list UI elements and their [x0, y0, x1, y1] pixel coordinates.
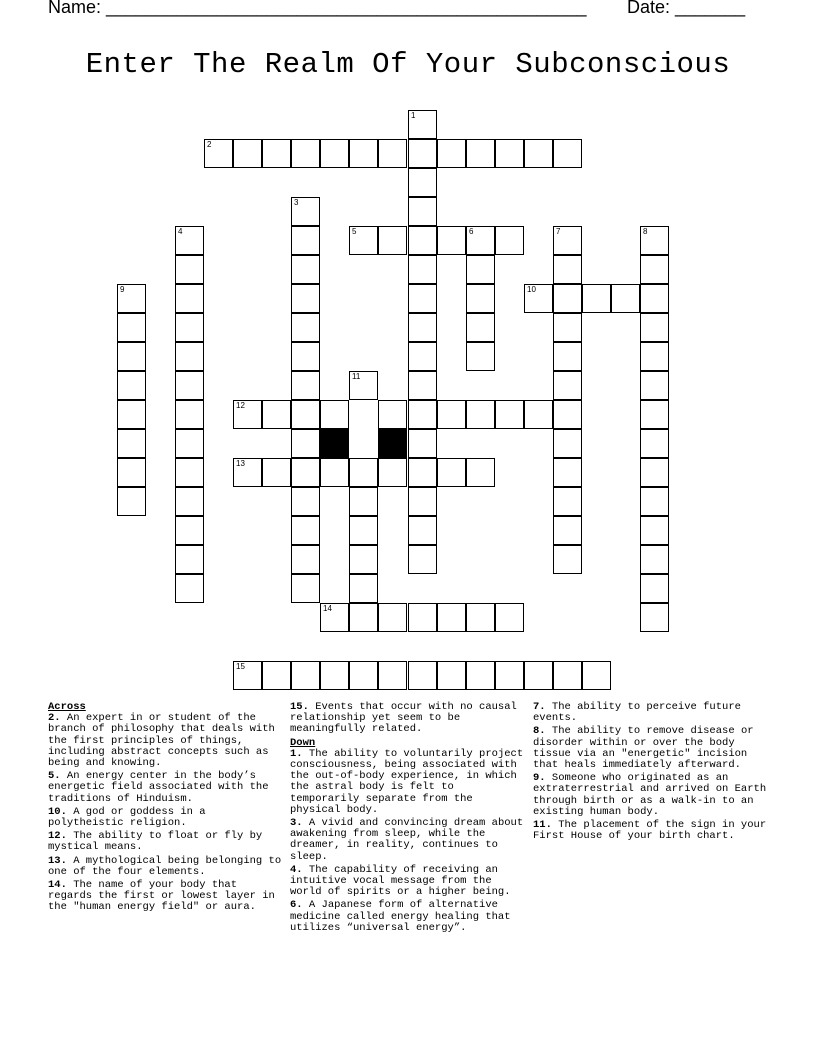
- grid-cell[interactable]: [291, 400, 320, 429]
- grid-cell[interactable]: [553, 429, 582, 458]
- grid-cell[interactable]: [640, 284, 669, 313]
- grid-cell[interactable]: [553, 313, 582, 342]
- grid-cell[interactable]: [466, 603, 495, 632]
- grid-cell[interactable]: [349, 226, 378, 255]
- clue-number: 10.: [48, 805, 67, 818]
- grid-cell[interactable]: [291, 284, 320, 313]
- clue-text: The ability to perceive future events.: [533, 701, 741, 725]
- grid-cell[interactable]: [291, 458, 320, 487]
- clues-column-3: [533, 702, 769, 844]
- grid-cell[interactable]: [408, 197, 437, 226]
- clue-number: 15.: [290, 701, 309, 713]
- grid-cell[interactable]: [175, 226, 204, 255]
- clue-number: 6.: [290, 899, 303, 912]
- grid-cell[interactable]: [553, 139, 582, 168]
- grid-cell[interactable]: [117, 458, 146, 487]
- grid-cell[interactable]: [408, 516, 437, 545]
- grid-cell[interactable]: [117, 400, 146, 429]
- clue-number: 12.: [48, 830, 67, 843]
- grid-cell[interactable]: [349, 603, 378, 632]
- cell-number: 13: [236, 459, 245, 468]
- grid-cell[interactable]: [437, 226, 466, 255]
- down-heading: Down: [290, 736, 316, 749]
- across-heading: Across: [48, 701, 86, 713]
- cell-number: 8: [643, 227, 648, 236]
- grid-cell[interactable]: [117, 429, 146, 458]
- grid-cell[interactable]: [408, 400, 437, 429]
- grid-cell[interactable]: [117, 371, 146, 400]
- cell-number: 1: [411, 111, 416, 120]
- grid-cell[interactable]: [640, 603, 669, 632]
- grid-cell[interactable]: [175, 516, 204, 545]
- grid-cell[interactable]: [466, 255, 495, 284]
- grid-cell[interactable]: [349, 487, 378, 516]
- clue-text: The ability to voluntarily project consciousness, being associated with the out-of-body experience, in which the astral body is felt to temporarily separate from the physical body.: [290, 747, 524, 816]
- clue-number: 8.: [533, 725, 546, 738]
- grid-cell[interactable]: [524, 661, 553, 690]
- grid-cell[interactable]: [408, 255, 437, 284]
- grid-cell[interactable]: [175, 458, 204, 487]
- grid-cell[interactable]: [553, 458, 582, 487]
- grid-cell[interactable]: [378, 661, 407, 690]
- clue-text: An energy center in the body’s energetic field associated with the traditions of Hinduism.: [48, 770, 269, 805]
- clue-text: A god or goddess in a polytheistic religion.: [48, 805, 206, 830]
- grid-cell[interactable]: [408, 487, 437, 516]
- grid-cell[interactable]: [175, 487, 204, 516]
- grid-cell[interactable]: [437, 603, 466, 632]
- clue-text: The capability of receiving an intuitive vocal message from the world of spirits or a higher being.: [290, 863, 511, 899]
- grid-cell[interactable]: [524, 400, 553, 429]
- clue-text: The ability to float or fly by mystical means.: [48, 830, 263, 854]
- grid-cell[interactable]: [408, 139, 437, 168]
- grid-cell[interactable]: [117, 313, 146, 342]
- grid-cell[interactable]: [378, 603, 407, 632]
- clue-across-13: [48, 856, 284, 878]
- grid-cell[interactable]: [233, 661, 262, 690]
- grid-cell[interactable]: [378, 226, 407, 255]
- grid-cell[interactable]: [408, 371, 437, 400]
- grid-cell[interactable]: [611, 284, 640, 313]
- grid-cell[interactable]: [640, 458, 669, 487]
- grid-cell[interactable]: [466, 313, 495, 342]
- grid-cell[interactable]: [640, 574, 669, 603]
- grid-cell[interactable]: [117, 342, 146, 371]
- clue-down-7: [533, 702, 769, 724]
- clue-down-11: [533, 820, 769, 842]
- grid-cell[interactable]: [408, 168, 437, 197]
- grid-cell[interactable]: [640, 255, 669, 284]
- grid-cell[interactable]: [495, 139, 524, 168]
- grid-cell[interactable]: [291, 342, 320, 371]
- grid-cell[interactable]: [291, 255, 320, 284]
- cell-number: 11: [352, 372, 361, 381]
- clue-across-10: [48, 807, 284, 829]
- grid-cell[interactable]: [349, 458, 378, 487]
- grid-cell[interactable]: [437, 661, 466, 690]
- grid-cell[interactable]: [495, 400, 524, 429]
- grid-cell[interactable]: [349, 139, 378, 168]
- clue-text: A vivid and convincing dream about awakening from sleep, while the dreamer, in reality, continues to sleep.: [290, 817, 524, 863]
- grid-cell[interactable]: [175, 574, 204, 603]
- grid-cell[interactable]: [495, 661, 524, 690]
- grid-cell[interactable]: [640, 487, 669, 516]
- grid-cell[interactable]: [378, 458, 407, 487]
- grid-cell[interactable]: [291, 197, 320, 226]
- clue-text: The placement of the sign in your First House of your birth chart.: [533, 819, 767, 843]
- grid-cell[interactable]: [553, 284, 582, 313]
- grid-cell[interactable]: [524, 139, 553, 168]
- clue-across-15: [290, 702, 526, 736]
- clue-text: An expert in or student of the branch of philosophy that deals with the first principles of things, including abstract concepts such as being and knowing.: [48, 712, 275, 770]
- grid-cell[interactable]: [320, 458, 349, 487]
- grid-cell[interactable]: [553, 487, 582, 516]
- grid-cell[interactable]: [466, 661, 495, 690]
- grid-cell[interactable]: [408, 284, 437, 313]
- grid-cell[interactable]: [175, 545, 204, 574]
- grid-cell[interactable]: [408, 545, 437, 574]
- clue-across-12: [48, 831, 284, 853]
- clues-column-2: [290, 702, 526, 936]
- grid-cell[interactable]: [117, 284, 146, 313]
- grid-cell[interactable]: [553, 226, 582, 255]
- grid-cell[interactable]: [495, 603, 524, 632]
- clue-number: 3.: [290, 817, 303, 830]
- grid-cell[interactable]: [349, 371, 378, 400]
- grid-cell[interactable]: [553, 545, 582, 574]
- cell-number: 15: [236, 662, 245, 671]
- clue-number: 13.: [48, 854, 67, 867]
- grid-cell[interactable]: [466, 342, 495, 371]
- cell-number: 12: [236, 401, 245, 410]
- grid-cell[interactable]: [378, 139, 407, 168]
- clue-text: Events that occur with no causal relationship yet seem to be meaningfully related.: [290, 701, 517, 736]
- grid-cell[interactable]: [175, 313, 204, 342]
- clue-down-8: [533, 726, 769, 771]
- grid-cell[interactable]: [291, 371, 320, 400]
- grid-cell[interactable]: [553, 255, 582, 284]
- grid-cell[interactable]: [466, 139, 495, 168]
- clue-down-6: [290, 900, 526, 934]
- grid-cell[interactable]: [291, 487, 320, 516]
- clue-text: Someone who originated as an extraterrestrial and arrived on Earth through birth or as a walk-in to an existing human body.: [533, 772, 767, 818]
- grid-cell[interactable]: [640, 371, 669, 400]
- cell-number: 7: [556, 227, 561, 236]
- clue-down-1: [290, 749, 526, 816]
- cell-number: 10: [527, 285, 536, 294]
- page-title: Enter The Realm Of Your Subconscious: [85, 48, 731, 81]
- cell-number: 5: [352, 227, 357, 236]
- grid-cell[interactable]: [291, 661, 320, 690]
- grid-cell[interactable]: [349, 516, 378, 545]
- grid-cell[interactable]: [291, 313, 320, 342]
- grid-cell[interactable]: [291, 574, 320, 603]
- grid-cell[interactable]: [524, 284, 553, 313]
- clue-number: 7.: [533, 701, 546, 713]
- grid-cell[interactable]: [262, 661, 291, 690]
- grid-cell[interactable]: [233, 458, 262, 487]
- grid-cell[interactable]: [262, 458, 291, 487]
- grid-cell[interactable]: [640, 313, 669, 342]
- grid-cell[interactable]: [640, 516, 669, 545]
- clue-text: A Japanese form of alternative medicine called energy healing that utilizes “universal energy”.: [290, 899, 511, 934]
- grid-cell[interactable]: [640, 342, 669, 371]
- clue-across-5: [48, 771, 284, 805]
- clue-across-2: [48, 713, 284, 769]
- grid-cell[interactable]: [117, 487, 146, 516]
- grid-cell[interactable]: [640, 226, 669, 255]
- grid-cell[interactable]: [320, 400, 349, 429]
- grid-cell[interactable]: [233, 400, 262, 429]
- grid-cell[interactable]: [408, 458, 437, 487]
- grid-cell[interactable]: [408, 429, 437, 458]
- cell-number: 2: [207, 140, 212, 149]
- grid-cell[interactable]: [349, 574, 378, 603]
- grid-cell[interactable]: [349, 661, 378, 690]
- grid-cell[interactable]: [466, 284, 495, 313]
- grid-cell[interactable]: [291, 139, 320, 168]
- date-field-label: Date: _______: [627, 0, 746, 17]
- grid-cell[interactable]: [408, 342, 437, 371]
- grid-cell[interactable]: [640, 545, 669, 574]
- grid-cell[interactable]: [437, 458, 466, 487]
- grid-cell[interactable]: [408, 603, 437, 632]
- grid-cell-blocked: [378, 429, 407, 458]
- grid-cell[interactable]: [495, 226, 524, 255]
- grid-cell[interactable]: [291, 516, 320, 545]
- grid-cell-blocked: [320, 429, 349, 458]
- grid-cell[interactable]: [466, 226, 495, 255]
- clue-down-4: [290, 865, 526, 899]
- clue-number: 9.: [533, 772, 546, 785]
- grid-cell[interactable]: [233, 139, 262, 168]
- grid-cell[interactable]: [175, 255, 204, 284]
- grid-cell[interactable]: [175, 371, 204, 400]
- grid-cell[interactable]: [320, 603, 349, 632]
- grid-cell[interactable]: [320, 139, 349, 168]
- clue-number: 14.: [48, 879, 67, 892]
- clue-number: 2.: [48, 712, 61, 725]
- grid-cell[interactable]: [349, 545, 378, 574]
- grid-cell[interactable]: [291, 429, 320, 458]
- grid-cell[interactable]: [175, 284, 204, 313]
- grid-cell[interactable]: [408, 226, 437, 255]
- grid-cell[interactable]: [553, 661, 582, 690]
- grid-cell[interactable]: [408, 110, 437, 139]
- name-field-label: Name: ________________________________________________: [48, 0, 587, 17]
- grid-cell[interactable]: [437, 139, 466, 168]
- clues-column-1: [48, 702, 284, 916]
- clue-number: 11.: [533, 819, 552, 832]
- grid-cell[interactable]: [175, 400, 204, 429]
- grid-cell[interactable]: [553, 516, 582, 545]
- grid-cell[interactable]: [640, 400, 669, 429]
- grid-cell[interactable]: [553, 371, 582, 400]
- grid-cell[interactable]: [378, 400, 407, 429]
- clue-text: A mythological being belonging to one of the four elements.: [48, 854, 282, 878]
- clue-down-9: [533, 773, 769, 818]
- grid-cell[interactable]: [553, 400, 582, 429]
- grid-cell[interactable]: [408, 661, 437, 690]
- cell-number: 9: [120, 285, 125, 294]
- grid-cell[interactable]: [437, 400, 466, 429]
- clue-number: 5.: [48, 770, 61, 783]
- grid-cell[interactable]: [582, 661, 611, 690]
- grid-cell[interactable]: [262, 139, 291, 168]
- grid-cell[interactable]: [466, 458, 495, 487]
- grid-cell[interactable]: [466, 400, 495, 429]
- clue-text: The name of your body that regards the first or lowest layer in the "human energy field" or aura.: [48, 879, 275, 914]
- grid-cell[interactable]: [553, 342, 582, 371]
- grid-cell[interactable]: [320, 661, 349, 690]
- grid-cell[interactable]: [175, 429, 204, 458]
- grid-cell[interactable]: [582, 284, 611, 313]
- clue-across-14: [48, 880, 284, 914]
- clue-number: 4.: [290, 863, 303, 876]
- grid-cell[interactable]: [204, 139, 233, 168]
- clue-text: The ability to remove disease or disorder within or over the body tissue via an "energetic" incision that heals immediately afterward.: [533, 725, 754, 772]
- grid-cell[interactable]: [175, 342, 204, 371]
- cell-number: 6: [469, 227, 474, 236]
- grid-cell[interactable]: [262, 400, 291, 429]
- clue-number: 1.: [290, 747, 303, 760]
- grid-cell[interactable]: [640, 429, 669, 458]
- cell-number: 4: [178, 227, 183, 236]
- grid-cell[interactable]: [291, 545, 320, 574]
- cell-number: 3: [294, 198, 299, 207]
- grid-cell[interactable]: [291, 226, 320, 255]
- clue-down-3: [290, 818, 526, 863]
- grid-cell[interactable]: [408, 313, 437, 342]
- cell-number: 14: [323, 604, 332, 613]
